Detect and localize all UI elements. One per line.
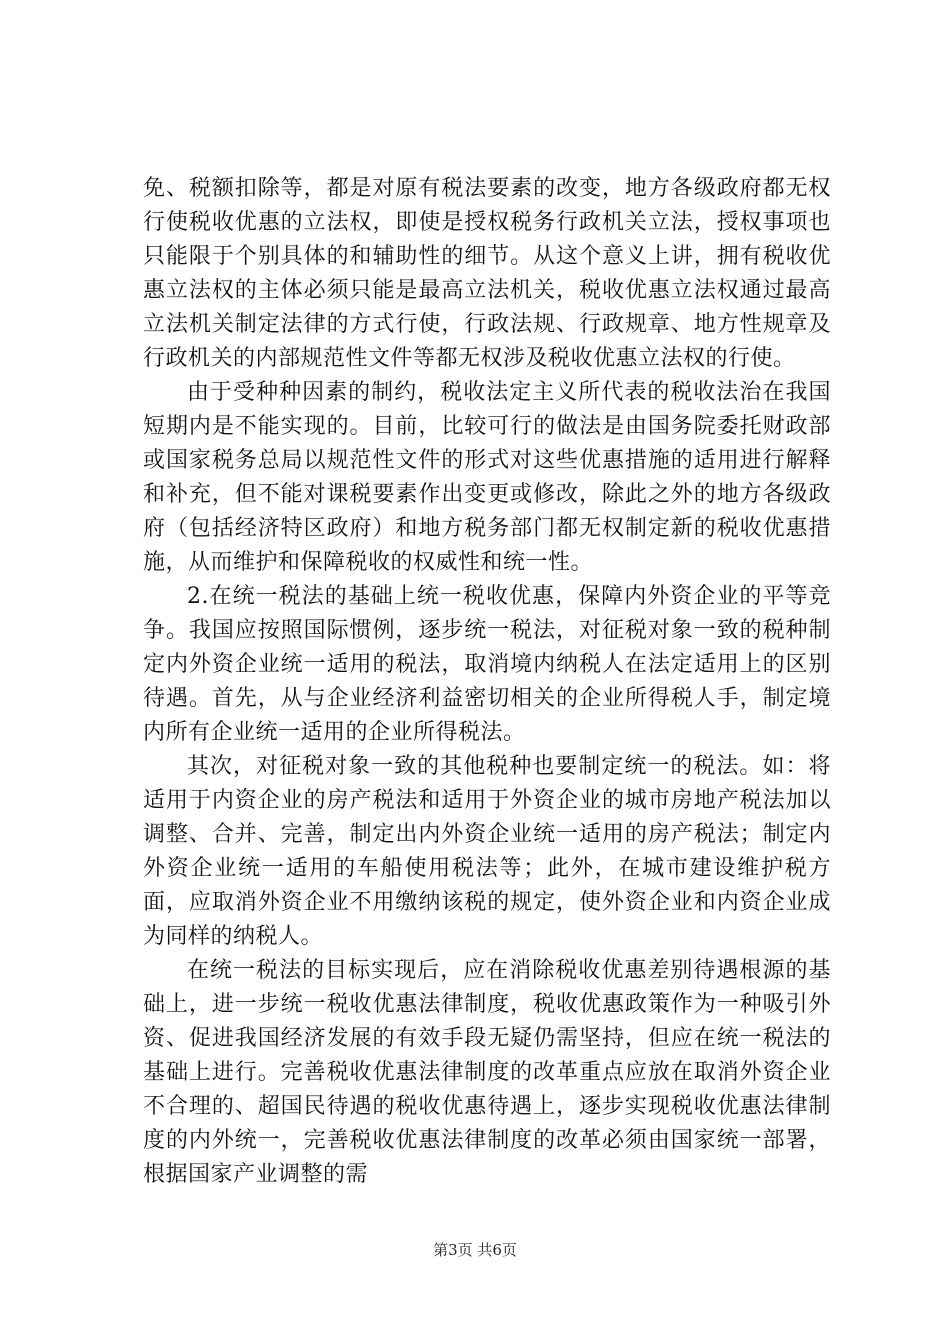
page-footer <box>0 1240 950 1260</box>
paragraph-2: 由于受种种因素的制约，税收法定主义所代表的税收法治在我国短期内是不能实现的。目前，比较可行的做法是由国务院委托财政部或国家税务总局以规范性文件的形式对这些优惠措施的适用进行解释和补充，但不能对课税要素作出变更或修改，除此之外的地方各级政府（包括经济特区政府）和地方税务部门都无权制定新的税收优惠措施，从而维护和保障税收的权威性和统一性。 <box>143 380 831 575</box>
paragraph-4: 其次，对征税对象一致的其他税种也要制定统一的税法。如：将适用于内资企业的房产税法和适用于外资企业的城市房地产税法加以调整、合并、完善，制定出内外资企业统一适用的房产税法；制定内外资企业统一适用的车船使用税法等；此外，在城市建设维护税方面，应取消外资企业不用缴纳该税的规定，使外资企业和内资企业成为同样的纳税人。 <box>143 754 831 949</box>
paragraph-5: 在统一税法的目标实现后，应在消除税收优惠差别待遇根源的基础上，进一步统一税收优惠法律制度，税收优惠政策作为一种吸引外资、促进我国经济发展的有效手段无疑仍需坚持，但应在统一税法的基础上进行。完善税收优惠法律制度的改革重点应放在取消外资企业不合理的、超国民待遇的税收优惠待遇上，逐步实现税收优惠法律制度的内外统一，完善税收优惠法律制度的改革必须由国家统一部署，根据国家产业调整的需 <box>143 958 831 1187</box>
paragraph-3: 2.在统一税法的基础上统一税收优惠，保障内外资企业的平等竞争。我国应按照国际惯例，逐步统一税法，对征税对象一致的税种制定内外资企业统一适用的税法，取消境内纳税人在法定适用上的区别待遇。首先，从与企业经济利益密切相关的企业所得税人手，制定境内所有企业统一适用的企业所得税法。 <box>143 584 831 745</box>
document-body <box>143 172 831 1192</box>
paragraph-1: 免、税额扣除等，都是对原有税法要素的改变，地方各级政府都无权行使税收优惠的立法权，即使是授权税务行政机关立法，授权事项也只能限于个别具体的和辅助性的细节。从这个意义上讲，拥有税收优惠立法权的主体必须只能是最高立法机关，税收优惠立法权通过最高立法机关制定法律的方式行使，行政法规、行政规章、地方性规章及行政机关的内部规范性文件等都无权涉及税收优惠立法权的行使。 <box>143 176 831 371</box>
page-number: 第3页 共6页 <box>433 1241 517 1259</box>
